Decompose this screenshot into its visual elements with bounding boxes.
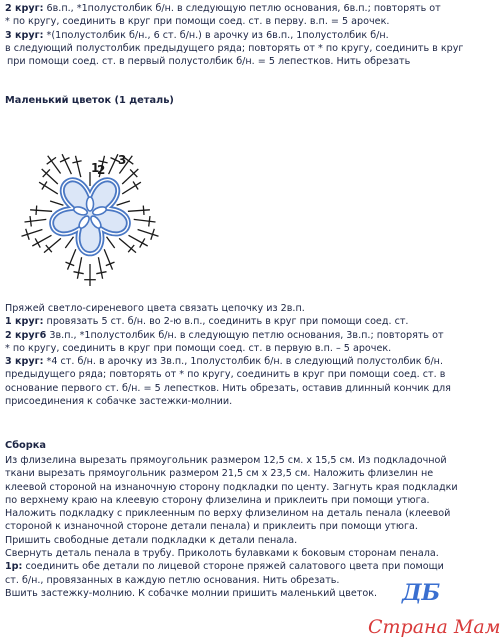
text-line: ст. б/н., провязанных в каждую петлю основания. Нить обрезать. — [5, 574, 340, 586]
round-label: 1 круг: — [5, 316, 44, 328]
text-span: *4 ст. б/н. в арочку из 3в.п., 1полустолбик б/н. в следующий полустолбик б/н. — [43, 356, 444, 368]
round-label: 1р: — [5, 561, 23, 573]
petal-ring — [52, 180, 129, 254]
stitch-bar — [47, 157, 56, 164]
stitch-bar — [36, 206, 37, 215]
round-label: 3 круг: — [5, 356, 44, 368]
stitch-post — [128, 210, 150, 212]
text-line: стороной к изнаночной стороне детали пенала) и приклеить при помощи утюга. — [5, 521, 418, 533]
round-label: 2 круг6 — [5, 329, 47, 341]
stitch-post — [77, 257, 81, 279]
stitch-bar — [140, 238, 145, 247]
stitch-post — [39, 182, 58, 194]
text-span: 6в.п., *1полустолбик б/н. в следующую петлю основания, 6в.п.; повторять от — [43, 3, 441, 14]
stitch-post — [68, 249, 76, 269]
site-watermark: Страна Мам — [368, 616, 500, 638]
stitch-post — [30, 210, 52, 212]
crochet-chart-svg — [2, 118, 178, 294]
text-line: Наложить подкладку с приклеенным по верху флизелином на деталь пенала (клеевой — [5, 508, 451, 520]
stitch-bar — [30, 216, 31, 226]
stitch-post — [25, 219, 47, 222]
stitch-post — [62, 154, 71, 174]
stitch-bar — [42, 182, 47, 190]
db-logo: ДБ — [402, 580, 441, 606]
text-span: 3в.п., *1полустолбик б/н. в следующую петлю основания, 3в.п.; повторять от — [46, 329, 444, 341]
round-label: 3 круг: — [5, 29, 44, 41]
stitch-post — [104, 249, 112, 269]
text-line: основание первого ст. б/н. = 5 лепестков. Нить обрезать, оставив длинный кончик для — [5, 382, 451, 394]
assembly-instructions — [5, 454, 494, 600]
top-instructions — [5, 2, 494, 68]
text-span: *(1полустолбик б/н., 6 ст. б/н.) в арочку из 6в.п., 1полустолбик б/н. — [43, 29, 389, 41]
stitch-post — [109, 154, 118, 174]
assembly-title: Сборка — [5, 440, 47, 451]
text-line — [5, 315, 494, 328]
stitch-bar — [35, 238, 40, 247]
text-line: Пряжей светло-сиреневого цвета связать цепочку из 2в.п. — [5, 303, 305, 314]
stitch-post — [117, 201, 130, 205]
stitch-post — [98, 257, 102, 279]
stitch-post — [50, 201, 63, 205]
crochet-chart — [2, 118, 178, 294]
text-line: Пришить свободные детали подкладки к детали пенала. — [5, 534, 298, 546]
text-line: Из флизелина вырезать прямоугольник размером 12,5 см. х 15,5 см. Из подкладочной — [5, 455, 447, 466]
text-line: Свернуть деталь пенала в трубу. Приколоть булавками к боковым сторонам пенала. — [5, 548, 439, 560]
stitch-bar — [143, 206, 144, 215]
small-flower-instructions — [5, 302, 494, 408]
stitch-post — [107, 237, 115, 248]
text-line: Вшить застежку-молнию. К собачке молнии пришить маленький цветок. — [5, 587, 378, 599]
text-line: присоединения к собачке застежки-молнии. — [5, 396, 233, 408]
text-span: провязать 5 ст. б/н. во 2-ю в.п., соединить в круг при помощи соед. ст. — [43, 316, 409, 328]
text-line: клеевой стороной на изнаночную сторону подкладки по центу. Загнуть края подкладки — [5, 481, 458, 493]
chart-arcs — [52, 180, 129, 254]
stitch-bar — [149, 216, 150, 226]
text-line: ткани вырезать прямоугольник размером 21,5 см х 23,5 см. Наложить флизелин не — [5, 468, 434, 480]
text-line — [5, 329, 494, 342]
text-line: по верхнему краю на клеевую сторону флизелина и приклеить при помощи утюга. — [5, 494, 430, 506]
text-line — [5, 29, 494, 42]
text-line: * по кругу, соединить в круг при помощи соед. ст. в первую в.п. – 5 арочек. — [5, 342, 392, 354]
text-line: в следующий полустолбик предыдущего ряда; повторять от * по кругу, соединить в круг — [5, 42, 464, 54]
stitch-post — [32, 235, 51, 246]
text-line — [5, 355, 494, 368]
chart-label-1: 1 — [91, 161, 100, 175]
text-line: * по кругу, соединить в круг при помощи соед. ст. в перву. в.п. = 5 арочек. — [5, 16, 390, 28]
text-line — [5, 560, 494, 573]
stitch-post — [138, 230, 159, 237]
text-line: при помощи соед. ст. в первый полустолбик б/н. = 5 лепестков. Нить обрезать — [7, 56, 411, 68]
text-span: соединить обе детали по лицевой стороне пряжей салатового цвета при помощи — [22, 561, 444, 573]
stitch-post — [122, 182, 141, 194]
center-loop — [87, 197, 94, 211]
round-label: 2 круг: — [5, 3, 44, 14]
stitch-post — [129, 235, 148, 246]
section-title: Маленький цветок (1 деталь) — [5, 95, 174, 106]
stitch-post — [134, 219, 156, 222]
text-line: предыдущего ряда; повторять от * по кругу, соединить в круг при помощи соед. ст. в — [5, 369, 446, 381]
stitch-post — [76, 156, 81, 177]
chart-label-3: 3 — [118, 153, 127, 167]
text-line — [5, 2, 494, 15]
stitch-bar — [133, 182, 138, 190]
stitch-post — [22, 230, 43, 237]
stitch-post — [65, 237, 73, 248]
chart-label-2: 2 — [97, 163, 106, 177]
